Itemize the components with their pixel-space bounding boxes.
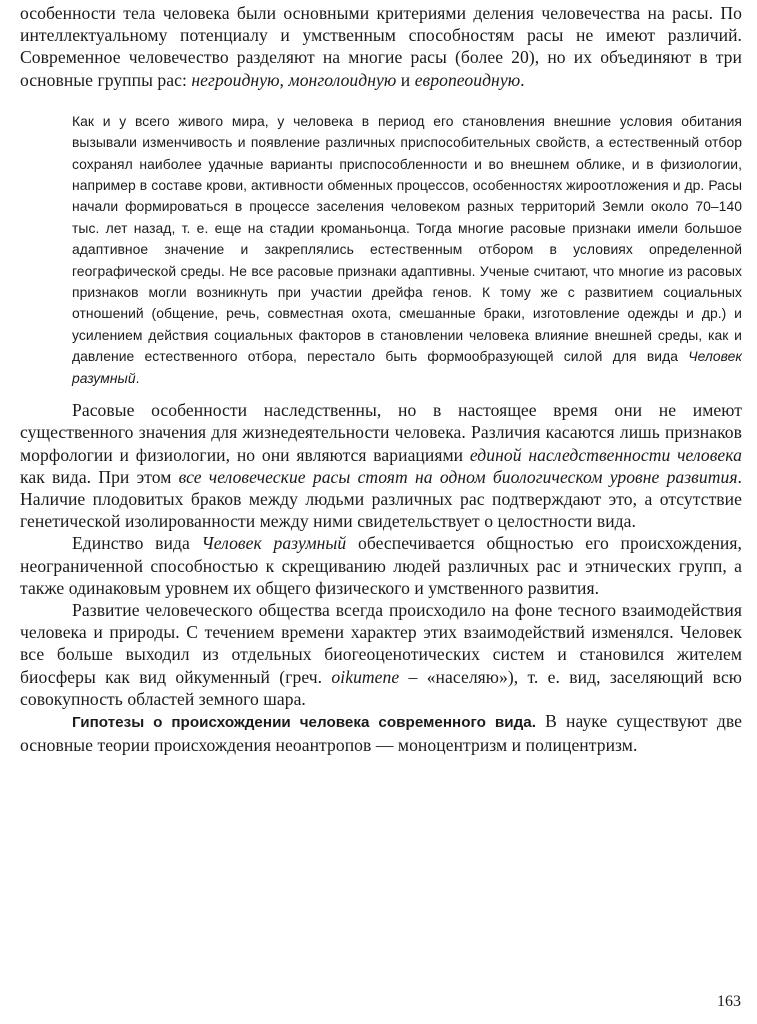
- boxed-note: [72, 111, 742, 389]
- book-page: [20, 0, 742, 756]
- society-text-2: – «населяю»), т. е. вид, заселяющий всю совокупность областей земного шара.: [20, 666, 742, 709]
- race-groups-europoid: европеоидную: [414, 69, 521, 90]
- hypotheses-text: В науке существуют две основные теории происхождения неоантропов — моноцентризм и полицентризм.: [20, 710, 742, 756]
- boxed-note-paragraph: [72, 111, 742, 389]
- heredity-text-2: как вида. При этом: [20, 466, 179, 487]
- society-text-1: Развитие человеческого общества всегда происходило на фоне тесного взаимодействия человека и природы. С течением времени характер этих взаимодействий изменялся. Человек все больше выходил из отдельных биогеоценотических систем и становился жителем биосферы как вид ойкуменный (греч.: [20, 599, 742, 687]
- race-groups-connector: и: [396, 69, 415, 90]
- paragraph-race-groups: [20, 2, 742, 91]
- paragraph-unity: [20, 532, 742, 599]
- heredity-italic-1: единой наследственности человека: [469, 444, 742, 465]
- boxed-note-end: .: [135, 369, 140, 386]
- heredity-italic-2: все человеческие расы стоят на одном биологическом уровне развития: [178, 466, 738, 487]
- unity-italic: Человек разумный: [201, 533, 347, 554]
- paragraph-heredity: [20, 399, 742, 532]
- paragraph-hypotheses: [20, 710, 742, 756]
- section-heading-hypotheses: Гипотезы о происхождении человека современного вида.: [72, 713, 536, 731]
- page-number: 163: [717, 993, 741, 1010]
- boxed-note-text: Как и у всего живого мира, у человека в период его становления внешние условия обитания вызывали изменчивость и появление различных приспособительных свойств, а естественный отбор сохранял наиболее удачные варианты приспособленности и во внешнем облике, и в физиологии, например в составе крови, активности обменных процессов, особенностях жироотложения и др. Расы начали формироваться в процессе заселения человеком разных территорий Земли около 70–140 тыс. лет назад, т. е. еще на стадии кроманьонца. Тогда многие расовые признаки имели большое адаптивное значение и закреплялись естественным отбором в условиях определенной географической среды. Не все расовые признаки адаптивны. Ученые считают, что многие из расовых признаков могли возникнуть при участии дрейфа генов. К тому же с развитием социальных отношений (общение, речь, совместная охота, смешанные браки, изготовление одежды и др.) и усилением действия социальных факторов в становлении человека влияние внешней среды, как и давление естественного отбора, перестало быть формообразующей силой для вида: [72, 112, 742, 365]
- unity-text-2: обеспечивается общностью его происхождения, неограниченной способностью к скрещиванию людей различных рас и этнических групп, а также одинаковым уровнем их общего физического и умственного развития.: [20, 533, 742, 598]
- heredity-text-3: . Наличие плодовитых браков между людьми различных рас подтверждают это, а отсутствие генетической изолированности между ними свидетельствует о целостности вида.: [20, 466, 742, 532]
- heredity-text-1: Расовые особенности наследственны, но в настоящее время они не имеют существенного значения для жизнедеятельности человека. Различия касаются лишь признаков морфологии и физиологии, но они являются вариациями: [20, 400, 742, 465]
- race-groups-italic: негроидную, монголоидную: [191, 69, 397, 90]
- unity-text-1: Единство вида: [72, 533, 202, 554]
- paragraph-society: [20, 599, 742, 710]
- society-italic: oikumene: [331, 666, 400, 687]
- race-groups-text: особенности тела человека были основными критериями деления человечества на расы. По интеллектуальному потенциалу и умственным способностям расы не имеют различий. Современное человечество разделяют на многие расы (более 20), но их объединяют в три основные группы рас:: [20, 3, 742, 90]
- race-groups-end: .: [520, 69, 525, 90]
- boxed-note-species: Человек разумный: [72, 348, 742, 386]
